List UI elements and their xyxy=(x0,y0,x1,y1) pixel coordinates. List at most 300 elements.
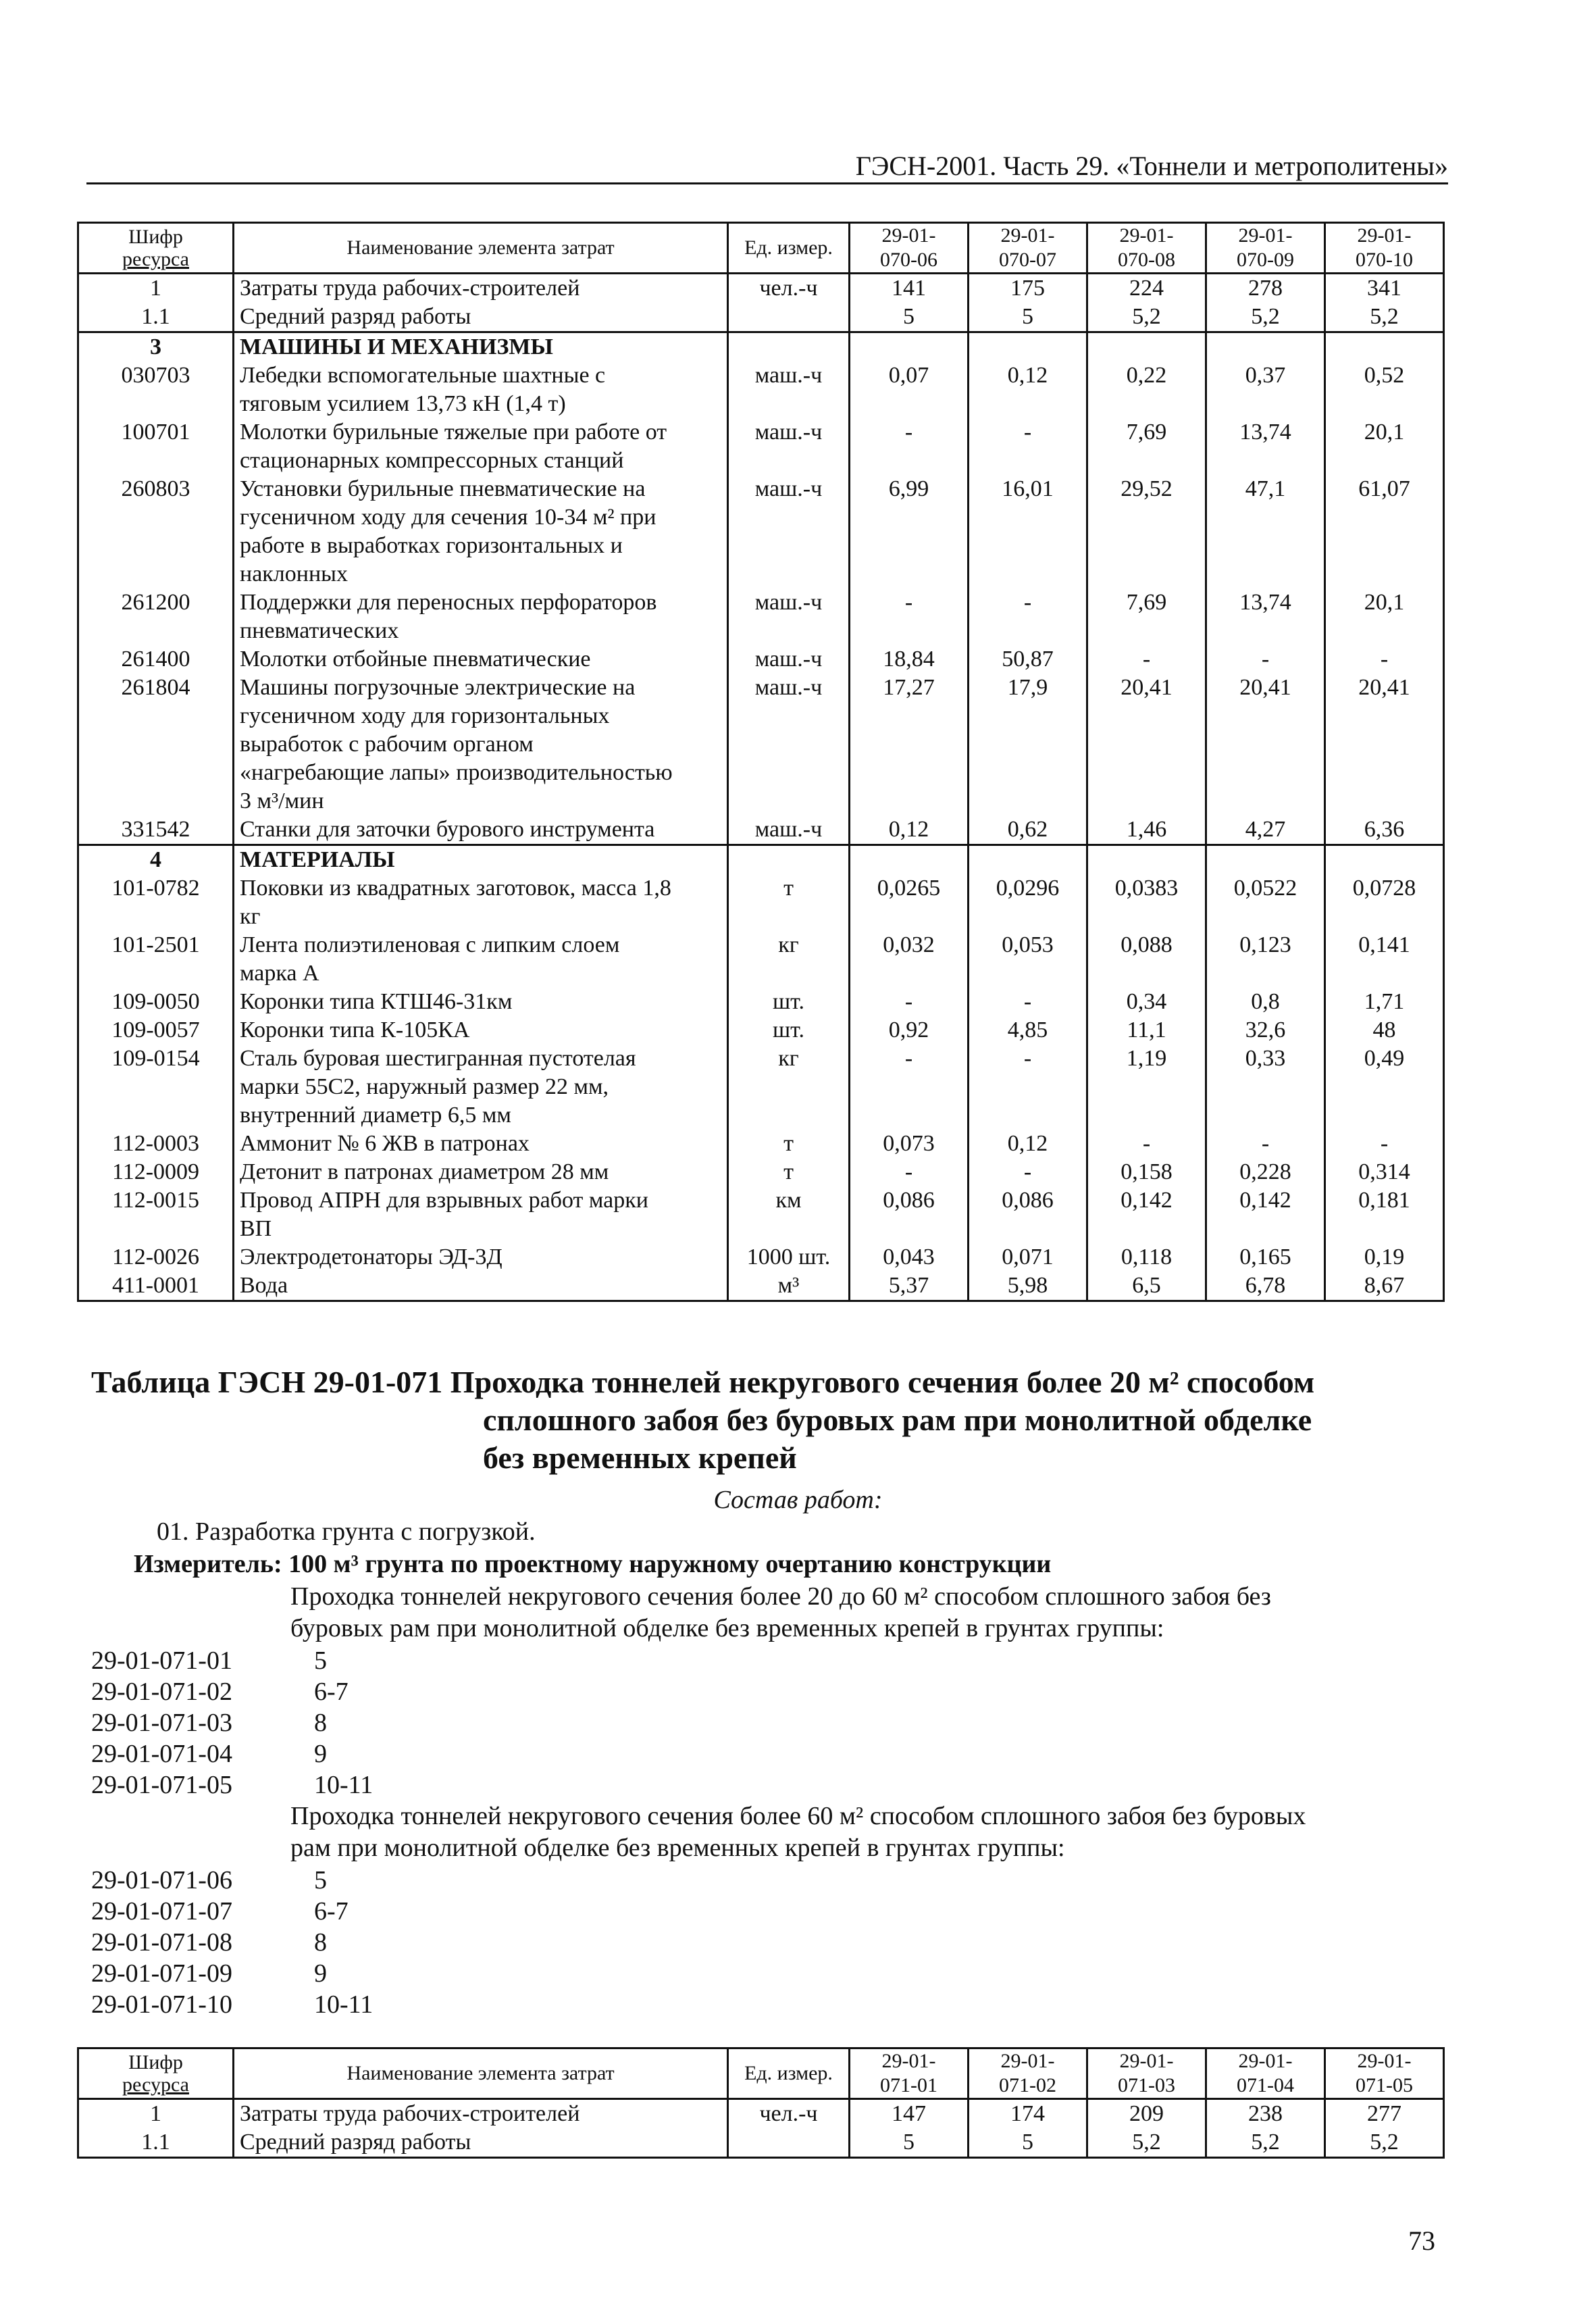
unit-cell: т xyxy=(728,1158,850,1186)
unit-cell: маш.-ч xyxy=(728,361,850,418)
value-cell xyxy=(1087,332,1206,362)
value-cell: - xyxy=(969,1158,1087,1186)
value-cell: 147 xyxy=(850,2099,969,2129)
value-cell: 0,053 xyxy=(969,931,1087,988)
value-cell: 20,1 xyxy=(1325,588,1444,645)
value-cell: 1,19 xyxy=(1087,1045,1206,1130)
value-cell: 6,36 xyxy=(1325,815,1444,845)
resource-name-line: «нагребающие лапы» производительностью xyxy=(240,760,673,785)
col-header-value: 29-01- 071-05 xyxy=(1325,2048,1444,2099)
col-header-code: Шифр ресурса xyxy=(78,2048,234,2099)
resource-name-line: выработок с рабочим органом xyxy=(240,732,534,757)
value-cell: 0,22 xyxy=(1087,361,1206,418)
value-cell: 16,01 xyxy=(969,475,1087,588)
table-header-row xyxy=(78,223,1444,274)
value-cell: 0,0265 xyxy=(850,874,969,931)
soil-group: 5 xyxy=(314,1866,327,1894)
resource-code: 030703 xyxy=(78,361,234,418)
value-cell: - xyxy=(969,1045,1087,1130)
table-row xyxy=(78,1130,1444,1158)
resource-name-line: Установки бурильные пневматические на xyxy=(240,476,646,501)
value-cell: 0,086 xyxy=(850,1186,969,1243)
resource-name xyxy=(234,588,728,645)
resource-name-line: Сталь буровая шестигранная пустотелая xyxy=(240,1046,636,1071)
group-description xyxy=(290,1801,1398,1864)
resource-name xyxy=(234,1016,728,1045)
resource-name-line: Поковки из квадратных заготовок, масса 1,8 xyxy=(240,876,671,901)
value-cell: 0,0296 xyxy=(969,874,1087,931)
value-cell: 0,086 xyxy=(969,1186,1087,1243)
header-rule xyxy=(86,182,1448,184)
unit-cell: маш.-ч xyxy=(728,475,850,588)
norm-code: 29-01-071-06 xyxy=(91,1866,232,1894)
resource-name xyxy=(234,1130,728,1158)
unit-cell: маш.-ч xyxy=(728,815,850,845)
soil-group: 8 xyxy=(314,1709,327,1737)
code-list-item xyxy=(91,1927,395,1958)
table-row xyxy=(78,418,1444,475)
resource-table-071 xyxy=(77,2047,1445,2159)
code-list-item xyxy=(91,1676,395,1707)
code-list-item xyxy=(91,1989,395,2020)
resource-name-line: Коронки типа К-105КА xyxy=(240,1017,470,1042)
resource-name xyxy=(234,361,728,418)
norm-code: 29-01-071-04 xyxy=(91,1740,232,1768)
resource-name-line: Лебедки вспомогательные шахтные с xyxy=(240,363,606,388)
value-cell: 341 xyxy=(1325,274,1444,303)
value-cell: 0,088 xyxy=(1087,931,1206,988)
resource-name-line: 3 м³/мин xyxy=(240,788,324,813)
resource-code: 1 xyxy=(78,274,234,303)
unit-cell xyxy=(728,2128,850,2158)
soil-group: 6-7 xyxy=(314,1897,349,1926)
value-cell: 209 xyxy=(1087,2099,1206,2129)
resource-code: 100701 xyxy=(78,418,234,475)
value-cell: 50,87 xyxy=(969,645,1087,674)
resource-name-line: Средний разряд работы xyxy=(240,2130,471,2155)
unit-cell: км xyxy=(728,1186,850,1243)
table-header-row xyxy=(78,2048,1444,2099)
resource-name xyxy=(234,1158,728,1186)
soil-group: 6-7 xyxy=(314,1678,349,1706)
value-cell: 5,37 xyxy=(850,1272,969,1301)
resource-name-line: тяговым усилием 13,73 кН (1,4 т) xyxy=(240,391,566,416)
value-cell: 4,27 xyxy=(1206,815,1325,845)
value-cell: 175 xyxy=(969,274,1087,303)
col-header-value: 29-01- 071-01 xyxy=(850,2048,969,2099)
resource-name-line: Коронки типа КТШ46-31км xyxy=(240,989,513,1014)
value-cell: 20,41 xyxy=(1087,674,1206,815)
col-header-name: Наименование элемента затрат xyxy=(234,2048,728,2099)
col-header-value: 29-01- 070-07 xyxy=(969,223,1087,274)
value-cell: - xyxy=(850,1045,969,1130)
value-cell: 47,1 xyxy=(1206,475,1325,588)
table-row xyxy=(78,845,1444,875)
resource-name xyxy=(234,1186,728,1243)
resource-name xyxy=(234,1045,728,1130)
value-cell: 174 xyxy=(969,2099,1087,2129)
table-row xyxy=(78,361,1444,418)
resource-name-line: марки 55С2, наружный размер 22 мм, xyxy=(240,1074,609,1099)
value-cell: 6,78 xyxy=(1206,1272,1325,1301)
resource-code: 261804 xyxy=(78,674,234,815)
table-body xyxy=(78,274,1444,1301)
table-row xyxy=(78,931,1444,988)
table-row xyxy=(78,674,1444,815)
value-cell: - xyxy=(1206,1130,1325,1158)
group-description xyxy=(290,1581,1398,1644)
value-cell: 5,2 xyxy=(1087,2128,1206,2158)
table-row xyxy=(78,274,1444,303)
unit-cell: чел.-ч xyxy=(728,274,850,303)
resource-name xyxy=(234,274,728,303)
code-list xyxy=(91,1645,395,1801)
meter-line: Измеритель: 100 м³ грунта по проектному наружному очертанию конструкции xyxy=(134,1550,1052,1578)
code-list-item xyxy=(91,1707,395,1738)
resource-code: 260803 xyxy=(78,475,234,588)
soil-group: 5 xyxy=(314,1646,327,1675)
unit-cell xyxy=(728,303,850,332)
value-cell: 5 xyxy=(969,2128,1087,2158)
unit-cell: т xyxy=(728,1130,850,1158)
value-cell: 11,1 xyxy=(1087,1016,1206,1045)
value-cell: 5,2 xyxy=(1206,2128,1325,2158)
soil-group: 8 xyxy=(314,1928,327,1957)
value-cell: 0,49 xyxy=(1325,1045,1444,1130)
table-title-line: без временных крепей xyxy=(483,1440,797,1475)
norm-code: 29-01-071-07 xyxy=(91,1897,232,1926)
value-cell xyxy=(969,845,1087,875)
soil-group: 9 xyxy=(314,1959,327,1988)
code-list-item xyxy=(91,1769,395,1801)
resource-name xyxy=(234,2128,728,2158)
resource-name xyxy=(234,674,728,815)
col-header-unit: Ед. измер. xyxy=(728,2048,850,2099)
resource-name-line: Провод АПРН для взрывных работ марки xyxy=(240,1188,648,1213)
col-header-value: 29-01- 071-04 xyxy=(1206,2048,1325,2099)
value-cell xyxy=(969,332,1087,362)
table-row xyxy=(78,1045,1444,1130)
value-cell: - xyxy=(850,1158,969,1186)
resource-name xyxy=(234,874,728,931)
value-cell: 0,043 xyxy=(850,1243,969,1272)
resource-name-line: Молотки бурильные тяжелые при работе от xyxy=(240,420,667,445)
col-header-value: 29-01- 071-03 xyxy=(1087,2048,1206,2099)
value-cell: - xyxy=(1087,1130,1206,1158)
description-line: буровых рам при монолитной обделке без временных крепей в грунтах группы: xyxy=(290,1614,1164,1642)
code-list-item xyxy=(91,1896,395,1927)
value-cell: 17,27 xyxy=(850,674,969,815)
value-cell xyxy=(850,332,969,362)
resource-code: 1 xyxy=(78,2099,234,2129)
value-cell: 48 xyxy=(1325,1016,1444,1045)
value-cell: - xyxy=(969,588,1087,645)
col-header-value: 29-01- 070-10 xyxy=(1325,223,1444,274)
value-cell: 0,314 xyxy=(1325,1158,1444,1186)
resource-name xyxy=(234,988,728,1016)
resource-name-line: МАШИНЫ И МЕХАНИЗМЫ xyxy=(240,334,553,359)
resource-code: 109-0154 xyxy=(78,1045,234,1130)
code-list-item xyxy=(91,1738,395,1769)
table-row xyxy=(78,2128,1444,2158)
value-cell: 20,1 xyxy=(1325,418,1444,475)
value-cell: 5 xyxy=(969,303,1087,332)
value-cell: 5,2 xyxy=(1325,2128,1444,2158)
unit-cell: маш.-ч xyxy=(728,674,850,815)
value-cell: 0,0383 xyxy=(1087,874,1206,931)
table-row xyxy=(78,1016,1444,1045)
col-header-value: 29-01- 070-06 xyxy=(850,223,969,274)
description-line: Проходка тоннелей некругового сечения более 20 до 60 м² способом сплошного забоя без xyxy=(290,1582,1271,1611)
resource-name-line: Аммонит № 6 ЖВ в патронах xyxy=(240,1131,530,1156)
table-row xyxy=(78,332,1444,362)
value-cell: 13,74 xyxy=(1206,418,1325,475)
soil-group: 10-11 xyxy=(314,1771,374,1799)
soil-group: 9 xyxy=(314,1740,327,1768)
resource-name-line: МАТЕРИАЛЫ xyxy=(240,847,395,872)
unit-cell: кг xyxy=(728,1045,850,1130)
value-cell: 238 xyxy=(1206,2099,1325,2129)
resource-name-line: наклонных xyxy=(240,561,349,586)
resource-name xyxy=(234,1243,728,1272)
value-cell: 278 xyxy=(1206,274,1325,303)
value-cell: 0,142 xyxy=(1087,1186,1206,1243)
col-header-value: 29-01- 070-09 xyxy=(1206,223,1325,274)
table-row xyxy=(78,475,1444,588)
value-cell: 141 xyxy=(850,274,969,303)
resource-code: 411-0001 xyxy=(78,1272,234,1301)
code-list-item xyxy=(91,1958,395,1989)
norm-code: 29-01-071-02 xyxy=(91,1678,232,1706)
value-cell: - xyxy=(1325,1130,1444,1158)
table-row xyxy=(78,2099,1444,2129)
value-cell: 0,33 xyxy=(1206,1045,1325,1130)
resource-name xyxy=(234,845,728,875)
resource-code: 4 xyxy=(78,845,234,875)
norm-code: 29-01-071-10 xyxy=(91,1990,232,2019)
value-cell: 0,0522 xyxy=(1206,874,1325,931)
norm-code: 29-01-071-05 xyxy=(91,1771,232,1799)
resource-name xyxy=(234,303,728,332)
norm-code: 29-01-071-01 xyxy=(91,1646,232,1675)
value-cell: - xyxy=(1325,645,1444,674)
resource-table-070 xyxy=(77,222,1445,1302)
value-cell: 0,141 xyxy=(1325,931,1444,988)
value-cell: 0,07 xyxy=(850,361,969,418)
value-cell: 29,52 xyxy=(1087,475,1206,588)
unit-cell: маш.-ч xyxy=(728,645,850,674)
table-body xyxy=(78,2099,1444,2158)
table-row xyxy=(78,874,1444,931)
unit-cell xyxy=(728,332,850,362)
value-cell: 6,99 xyxy=(850,475,969,588)
resource-name-line: стационарных компрессорных станций xyxy=(240,448,624,473)
resource-name-line: внутренний диаметр 6,5 мм xyxy=(240,1103,511,1128)
resource-code: 1.1 xyxy=(78,303,234,332)
value-cell xyxy=(1325,332,1444,362)
table-row xyxy=(78,303,1444,332)
value-cell: - xyxy=(850,588,969,645)
resource-code: 109-0050 xyxy=(78,988,234,1016)
value-cell: 0,165 xyxy=(1206,1243,1325,1272)
resource-code: 1.1 xyxy=(78,2128,234,2158)
col-header-unit: Ед. измер. xyxy=(728,223,850,274)
table-row xyxy=(78,1272,1444,1301)
description-line: Проходка тоннелей некругового сечения более 60 м² способом сплошного забоя без буровых xyxy=(290,1802,1306,1830)
value-cell xyxy=(1206,332,1325,362)
value-cell: 17,9 xyxy=(969,674,1087,815)
value-cell: 0,34 xyxy=(1087,988,1206,1016)
resource-code: 101-2501 xyxy=(78,931,234,988)
value-cell: 7,69 xyxy=(1087,588,1206,645)
resource-name-line: марка А xyxy=(240,961,319,986)
norm-code: 29-01-071-09 xyxy=(91,1959,232,1988)
value-cell: 0,37 xyxy=(1206,361,1325,418)
table-row xyxy=(78,645,1444,674)
value-cell: 20,41 xyxy=(1206,674,1325,815)
resource-code: 112-0003 xyxy=(78,1130,234,1158)
value-cell: 0,0728 xyxy=(1325,874,1444,931)
value-cell: 5,2 xyxy=(1206,303,1325,332)
value-cell: 0,118 xyxy=(1087,1243,1206,1272)
resource-name xyxy=(234,475,728,588)
value-cell: 5 xyxy=(850,2128,969,2158)
value-cell: 0,8 xyxy=(1206,988,1325,1016)
unit-cell: маш.-ч xyxy=(728,588,850,645)
resource-name xyxy=(234,645,728,674)
value-cell: 0,142 xyxy=(1206,1186,1325,1243)
value-cell: 224 xyxy=(1087,274,1206,303)
value-cell: 0,158 xyxy=(1087,1158,1206,1186)
soil-group: 10-11 xyxy=(314,1990,374,2019)
resource-code: 109-0057 xyxy=(78,1016,234,1045)
unit-cell: шт. xyxy=(728,1016,850,1045)
resource-name xyxy=(234,931,728,988)
resource-name-line: Машины погрузочные электрические на xyxy=(240,675,636,700)
col-header-code: Шифр ресурса xyxy=(78,223,234,274)
code-list-item xyxy=(91,1865,395,1896)
code-list-item xyxy=(91,1645,395,1676)
unit-cell xyxy=(728,845,850,875)
table-title xyxy=(91,1363,1456,1477)
value-cell: 18,84 xyxy=(850,645,969,674)
value-cell: 61,07 xyxy=(1325,475,1444,588)
resource-code: 261400 xyxy=(78,645,234,674)
value-cell: 0,52 xyxy=(1325,361,1444,418)
resource-name xyxy=(234,815,728,845)
resource-name-line: Затраты труда рабочих-строителей xyxy=(240,2101,580,2126)
value-cell: 1,46 xyxy=(1087,815,1206,845)
col-header-value: 29-01- 070-08 xyxy=(1087,223,1206,274)
value-cell: 5,2 xyxy=(1087,303,1206,332)
unit-cell: чел.-ч xyxy=(728,2099,850,2129)
unit-cell: т xyxy=(728,874,850,931)
resource-name-line: гусеничном ходу для сечения 10-34 м² при xyxy=(240,505,657,530)
code-list xyxy=(91,1865,395,2020)
value-cell: - xyxy=(850,988,969,1016)
value-cell xyxy=(1206,845,1325,875)
resource-code: 3 xyxy=(78,332,234,362)
value-cell: 5 xyxy=(850,303,969,332)
unit-cell: м³ xyxy=(728,1272,850,1301)
work-item: 01. Разработка грунта с погрузкой. xyxy=(157,1517,536,1546)
resource-name-line: Электродетонаторы ЭД-3Д xyxy=(240,1244,503,1269)
value-cell: 0,62 xyxy=(969,815,1087,845)
value-cell: - xyxy=(1206,645,1325,674)
resource-name-line: ВП xyxy=(240,1216,272,1241)
value-cell: 0,12 xyxy=(969,361,1087,418)
resource-name-line: гусеничном ходу для горизонтальных xyxy=(240,703,610,728)
unit-cell: кг xyxy=(728,931,850,988)
table-title-line: сплошного забоя без буровых рам при монолитной обделке xyxy=(483,1403,1312,1437)
table-row xyxy=(78,1158,1444,1186)
table-row xyxy=(78,588,1444,645)
value-cell: - xyxy=(850,418,969,475)
composition-label: Состав работ: xyxy=(713,1486,883,1514)
value-cell: 5,98 xyxy=(969,1272,1087,1301)
unit-cell: шт. xyxy=(728,988,850,1016)
unit-cell: 1000 шт. xyxy=(728,1243,850,1272)
table-row xyxy=(78,815,1444,845)
resource-name-line: Детонит в патронах диаметром 28 мм xyxy=(240,1159,609,1184)
value-cell: 0,071 xyxy=(969,1243,1087,1272)
value-cell: 32,6 xyxy=(1206,1016,1325,1045)
resource-name-line: Поддержки для переносных перфораторов xyxy=(240,590,657,615)
resource-name-line: работе в выработках горизонтальных и xyxy=(240,533,623,558)
value-cell: 1,71 xyxy=(1325,988,1444,1016)
col-header-name: Наименование элемента затрат xyxy=(234,223,728,274)
value-cell: 8,67 xyxy=(1325,1272,1444,1301)
header-title: ГЭСН-2001. Часть 29. «Тоннели и метрополитены» xyxy=(855,151,1448,181)
unit-cell: маш.-ч xyxy=(728,418,850,475)
norm-code: 29-01-071-08 xyxy=(91,1928,232,1957)
value-cell: 6,5 xyxy=(1087,1272,1206,1301)
resource-name xyxy=(234,332,728,362)
resource-code: 112-0009 xyxy=(78,1158,234,1186)
value-cell: 0,12 xyxy=(850,815,969,845)
value-cell: 13,74 xyxy=(1206,588,1325,645)
value-cell: 0,123 xyxy=(1206,931,1325,988)
value-cell: 0,073 xyxy=(850,1130,969,1158)
resource-name xyxy=(234,418,728,475)
table-title-line: Таблица ГЭСН 29-01-071 Проходка тоннелей некругового сечения более 20 м² способом xyxy=(91,1365,1315,1399)
resource-code: 101-0782 xyxy=(78,874,234,931)
value-cell: 4,85 xyxy=(969,1016,1087,1045)
value-cell: 0,181 xyxy=(1325,1186,1444,1243)
resource-name xyxy=(234,1272,728,1301)
value-cell: 277 xyxy=(1325,2099,1444,2129)
resource-code: 331542 xyxy=(78,815,234,845)
table-row xyxy=(78,1243,1444,1272)
resource-name-line: Молотки отбойные пневматические xyxy=(240,647,591,672)
value-cell: 0,19 xyxy=(1325,1243,1444,1272)
resource-name-line: Средний разряд работы xyxy=(240,304,471,329)
resource-name xyxy=(234,2099,728,2129)
table-row xyxy=(78,988,1444,1016)
description-line: рам при монолитной обделке без временных крепей в грунтах группы: xyxy=(290,1834,1065,1862)
resource-code: 261200 xyxy=(78,588,234,645)
value-cell xyxy=(850,845,969,875)
value-cell: 0,228 xyxy=(1206,1158,1325,1186)
resource-name-line: пневматических xyxy=(240,618,399,643)
value-cell xyxy=(1325,845,1444,875)
value-cell: 0,032 xyxy=(850,931,969,988)
resource-code: 112-0015 xyxy=(78,1186,234,1243)
value-cell xyxy=(1087,845,1206,875)
value-cell: - xyxy=(1087,645,1206,674)
resource-code: 112-0026 xyxy=(78,1243,234,1272)
col-header-value: 29-01- 071-02 xyxy=(969,2048,1087,2099)
